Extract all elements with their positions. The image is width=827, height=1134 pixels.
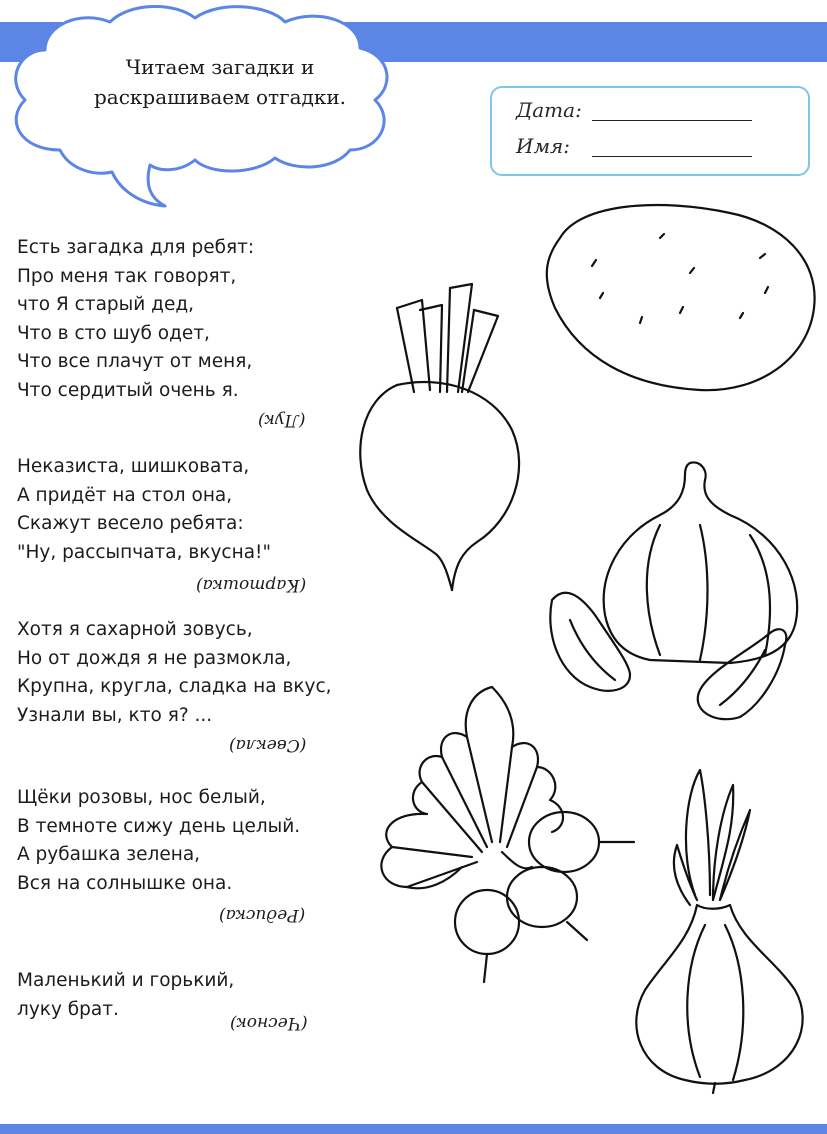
beet-icon — [352, 280, 527, 595]
riddle-line: луку брат. — [17, 998, 119, 1020]
radish-icon — [352, 682, 637, 992]
riddle-4 — [17, 784, 300, 898]
riddle-line: что Я старый дед, — [17, 294, 195, 315]
title-cloud — [0, 0, 400, 215]
riddle-line: Маленький и горький, — [17, 970, 235, 991]
riddle-1-answer: (Лук) — [258, 410, 306, 430]
date-line — [592, 120, 752, 121]
riddle-1 — [17, 234, 254, 405]
riddle-line: А придёт на стол она, — [17, 484, 233, 506]
riddle-line: "Ну, рассыпчата, вкусна!" — [17, 541, 271, 563]
riddle-line: Но от дождя я не размокла, — [17, 647, 292, 669]
riddle-line: Что в сто шуб одет, — [17, 322, 210, 344]
riddle-line: Узнали вы, кто я? ... — [17, 704, 213, 726]
riddle-line: А рубашка зелена, — [17, 844, 201, 865]
riddle-3-answer: (Свекла) — [229, 735, 307, 755]
bottom-color-band — [0, 1124, 827, 1134]
onion-icon — [625, 765, 815, 1095]
name-line — [592, 156, 752, 157]
title-line-1: Читаем загадки и — [125, 55, 315, 79]
riddle-line: В темноте сижу день целый. — [17, 815, 301, 837]
name-field[interactable] — [516, 134, 752, 158]
riddle-5 — [17, 967, 234, 1024]
riddle-2 — [17, 453, 271, 567]
page-title — [70, 52, 370, 112]
date-label: Дата: — [516, 98, 582, 122]
garlic-icon — [540, 455, 825, 720]
riddle-line: Что все плачут от меня, — [17, 351, 253, 372]
riddle-line: Хотя я сахарной зовусь, — [17, 619, 253, 640]
potato-icon — [540, 198, 825, 398]
riddle-line: Скажут весело ребята: — [17, 513, 244, 534]
riddle-line: Щёки розовы, нос белый, — [17, 787, 266, 808]
riddle-line: Вся на солнышке она. — [17, 872, 233, 894]
riddle-line: Есть загадка для ребят: — [17, 237, 255, 258]
riddle-line: Крупна, кругла, сладка на вкус, — [17, 676, 332, 697]
date-name-box — [490, 86, 810, 176]
date-field[interactable] — [516, 98, 752, 122]
riddle-3 — [17, 616, 332, 730]
riddle-4-answer: (Редиска) — [219, 905, 306, 925]
riddle-line: Что сердитый очень я. — [17, 379, 239, 401]
name-label: Имя: — [516, 134, 571, 158]
riddle-line: Про меня так говорят, — [17, 265, 237, 287]
riddle-line: Неказиста, шишковата, — [17, 456, 250, 477]
riddle-5-answer: (Чеснок) — [230, 1013, 308, 1033]
title-line-2: раскрашиваем отгадки. — [93, 85, 347, 109]
riddle-2-answer: (Картошка) — [196, 575, 307, 595]
